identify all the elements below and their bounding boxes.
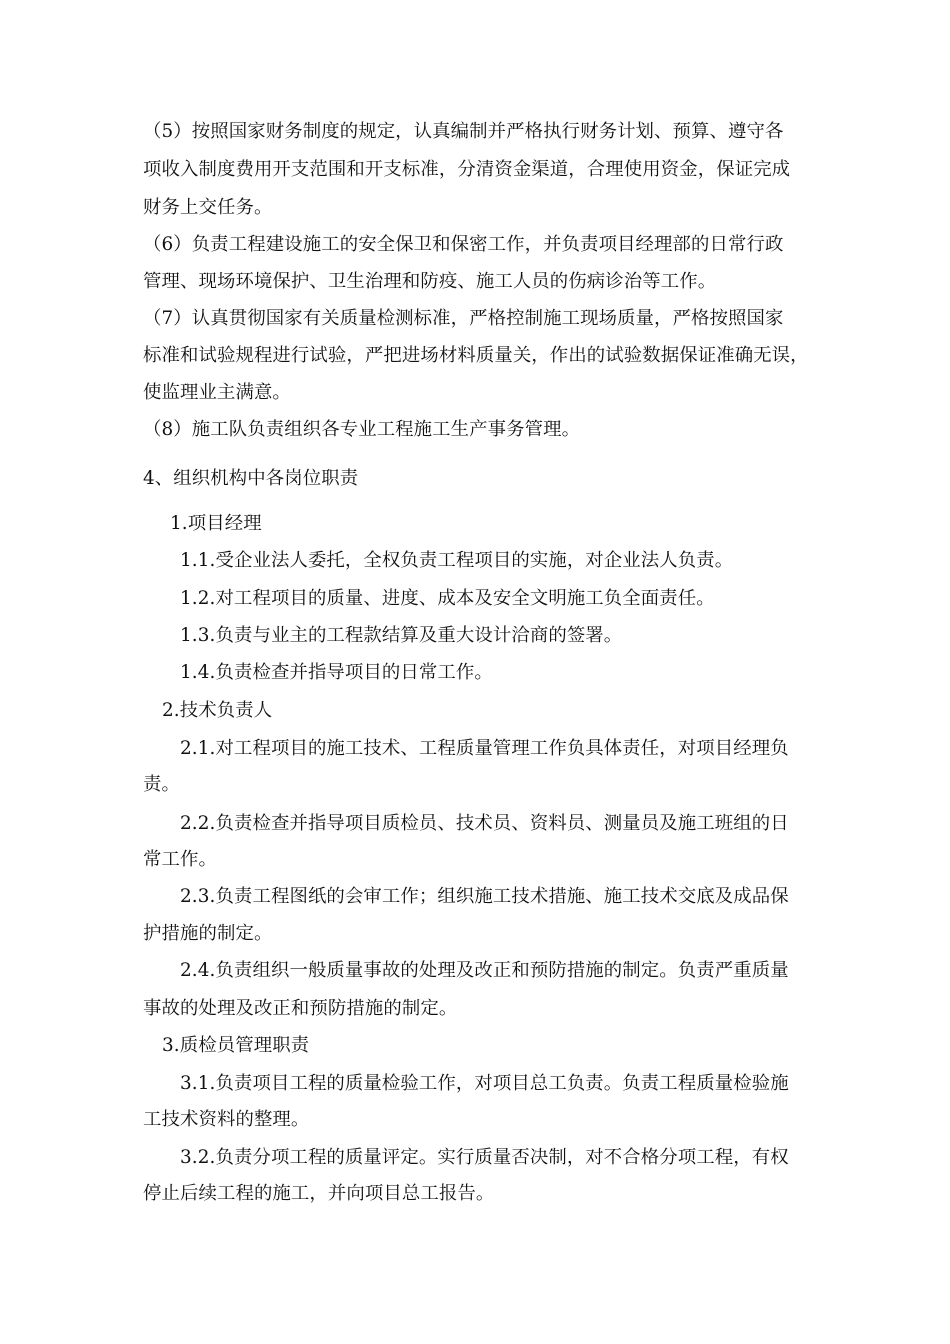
- list-item-continuation: 停止后续工程的施工，并向项目总工报告。: [143, 1183, 495, 1204]
- list-item-continuation: 责。: [143, 774, 180, 795]
- subsection-heading: 2.技术负责人: [162, 700, 273, 721]
- list-item: 2.4.负责组织一般质量事故的处理及改正和预防措施的制定。负责严重质量: [180, 960, 789, 981]
- list-item: 3.1.负责项目工程的质量检验工作，对项目总工负责。负责工程质量检验施: [180, 1073, 789, 1094]
- list-item: 2.1.对工程项目的施工技术、工程质量管理工作负具体责任，对项目经理负: [180, 738, 789, 759]
- list-item: 1.2.对工程项目的质量、进度、成本及安全文明施工负全面责任。: [180, 588, 715, 609]
- paragraph-line: （7）认真贯彻国家有关质量检测标准，严格控制施工现场质量，严格按照国家: [143, 308, 784, 329]
- list-item: 1.4.负责检查并指导项目的日常工作。: [180, 662, 493, 683]
- paragraph-line: 使监理业主满意。: [143, 382, 291, 403]
- paragraph-line: 项收入制度费用开支范围和开支标准，分清资金渠道，合理使用资金，保证完成: [143, 159, 791, 180]
- section-heading: 4、组织机构中各岗位职责: [143, 468, 359, 489]
- list-item-continuation: 工技术资料的整理。: [143, 1109, 310, 1130]
- paragraph-line: 标准和试验规程进行试验，严把进场材料质量关，作出的试验数据保证准确无误，: [143, 345, 809, 366]
- paragraph-line: （5）按照国家财务制度的规定，认真编制并严格执行财务计划、预算、遵守各: [143, 121, 784, 142]
- list-item: 3.2.负责分项工程的质量评定。实行质量否决制，对不合格分项工程，有权: [180, 1147, 789, 1168]
- list-item: 1.3.负责与业主的工程款结算及重大设计洽商的签署。: [180, 625, 623, 646]
- list-item-continuation: 护措施的制定。: [143, 923, 273, 944]
- paragraph-line: （6）负责工程建设施工的安全保卫和保密工作，并负责项目经理部的日常行政: [143, 234, 784, 255]
- paragraph-line: （8）施工队负责组织各专业工程施工生产事务管理。: [143, 419, 581, 440]
- list-item: 1.1.受企业法人委托，全权负责工程项目的实施，对企业法人负责。: [180, 550, 734, 571]
- list-item: 2.2.负责检查并指导项目质检员、技术员、资料员、测量员及施工班组的日: [180, 813, 789, 834]
- list-item: 2.3.负责工程图纸的会审工作；组织施工技术措施、施工技术交底及成品保: [180, 886, 789, 907]
- subsection-heading: 1.项目经理: [170, 513, 262, 534]
- list-item-continuation: 事故的处理及改正和预防措施的制定。: [143, 998, 458, 1019]
- subsection-heading: 3.质检员管理职责: [162, 1035, 310, 1056]
- paragraph-line: 财务上交任务。: [143, 197, 273, 218]
- list-item-continuation: 常工作。: [143, 849, 217, 870]
- paragraph-line: 管理、现场环境保护、卫生治理和防疫、施工人员的伤病诊治等工作。: [143, 271, 717, 292]
